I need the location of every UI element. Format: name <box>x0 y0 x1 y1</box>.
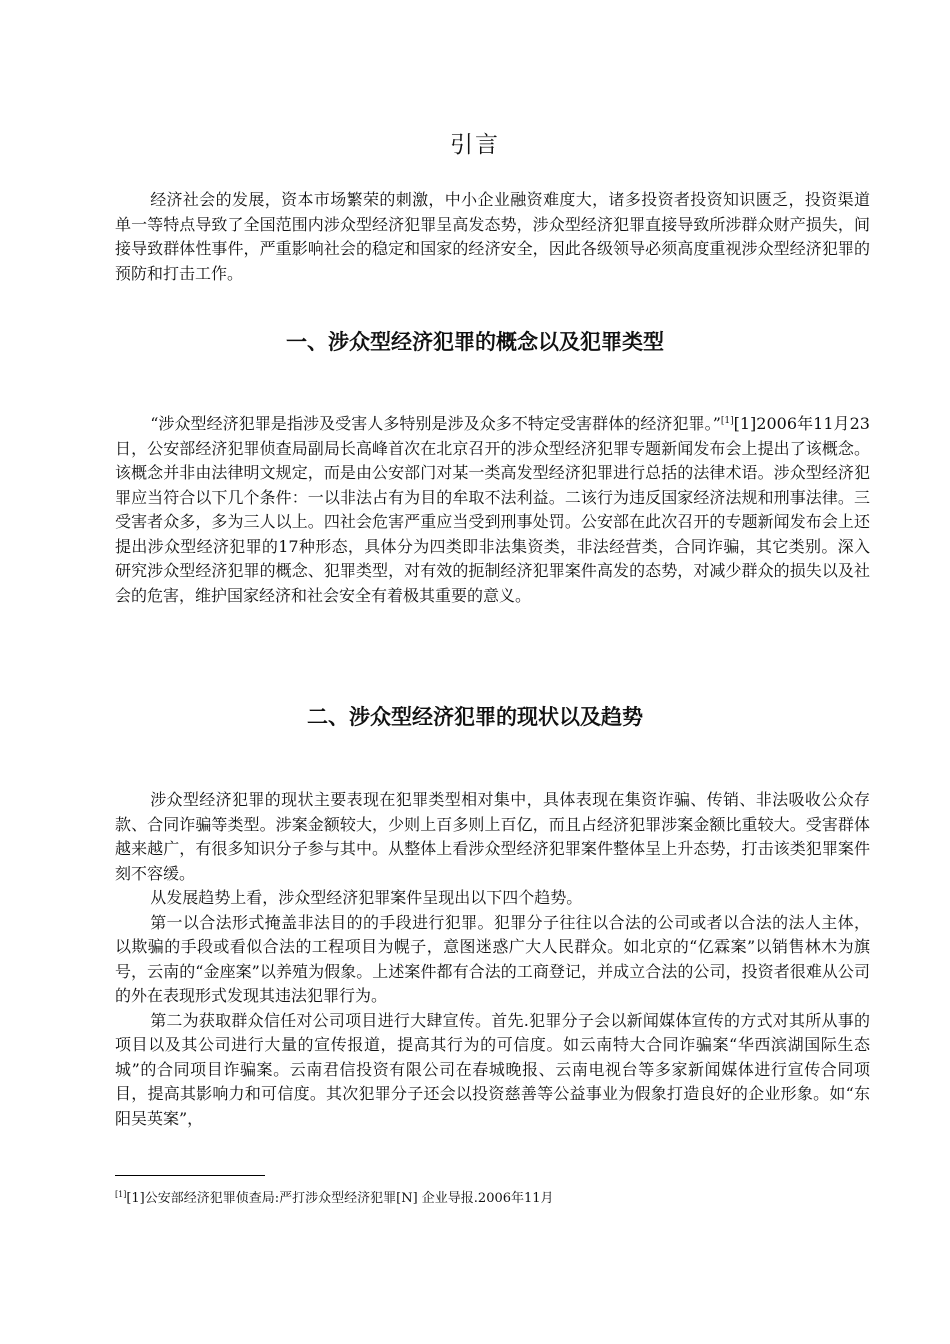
footnote-mark: [1] <box>115 1190 127 1199</box>
footnote-reference[interactable]: [1] <box>720 416 734 426</box>
section2-paragraph: 涉众型经济犯罪的现状主要表现在犯罪类型相对集中，具体表现在集资诈骗、传销、非法吸收公众存款、合同诈骗等类型。涉案金额较大，少则上百多则上百亿，而且占经济犯罪涉案金额比重较大。受害群体越来越广，有很多知识分子参与其中。从整体上看涉众型经济犯罪案件整体呈上升态势，打击该类犯罪案件刻不容缓。 <box>115 790 870 883</box>
section2-heading: 二、涉众型经济犯罪的现状以及趋势 <box>307 705 643 729</box>
intro-paragraph: 经济社会的发展，资本市场繁荣的刺激，中小企业融资难度大，诸多投资者投资知识匮乏，投资渠道单一等特点导致了全国范围内涉众型经济犯罪呈高发态势，涉众型经济犯罪直接导致所涉群众财产损失，间接导致群体性事件，严重影响社会的稳定和国家的经济安全，因此各级领导必须高度重视涉众型经济犯罪的预防和打击工作。 <box>115 190 870 283</box>
section1-heading: 一、涉众型经济犯罪的概念以及犯罪类型 <box>286 330 664 354</box>
footnote-separator <box>115 1175 265 1176</box>
section1-paragraph <box>115 412 870 608</box>
section2-paragraph: 从发展趋势上看，涉众型经济犯罪案件呈现出以下四个趋势。 <box>150 888 583 907</box>
section2-paragraph: 第一以合法形式掩盖非法目的的手段进行犯罪。犯罪分子往往以合法的公司或者以合法的法人主体，以欺骗的手段或看似合法的工程项目为幌子，意图迷惑广大人民群众。如北京的“亿霖案”以销售林木为旗号，云南的“金座案”以养殖为假象。上述案件都有合法的工商登记，并成立合法的公司，投资者很难从公司的外在表现形式发现其违法犯罪行为。 <box>115 912 870 1005</box>
footnote <box>115 1190 870 1208</box>
footnote-text: [1]公安部经济犯罪侦查局:严打涉众型经济犯罪[N] 企业导报.2006年11月 <box>126 1191 554 1206</box>
section2-body <box>115 788 870 1131</box>
section1-text-after-ref: [1]2006年11月23日，公安部经济犯罪侦查局副局长高峰首次在北京召开的涉众型经济犯罪专题新闻发布会上提出了该概念。该概念并非由法律明文规定，而是由公安部门对某一类高发型经济犯罪进行总括的法律术语。涉众型经济犯罪应当符合以下几个条件：一以非法占有为目的牟取不法利益。二该行为违反国家经济法规和刑事法律。三受害者众多，多为三人以上。四社会危害严重应当受到刑事处罚。公安部在此次召开的专题新闻发布会上还提出涉众型经济犯罪的17种形态，具体分为四类即非法集资类，非法经营类，合同诈骗，其它类别。深入研究涉众型经济犯罪的概念、犯罪类型，对有效的扼制经济犯罪案件高发的态势，对减少群众的损失以及社会的危害，维护国家经济和社会安全有着极其重要的意义。 <box>115 414 870 605</box>
section2-paragraph: 第二为获取群众信任对公司项目进行大肆宣传。首先.犯罪分子会以新闻媒体宣传的方式对其所从事的项目以及其公司进行大量的宣传报道，提高其行为的可信度。如云南特大合同诈骗案“华西滨湖国际生态城”的合同项目诈骗案。云南君信投资有限公司在春城晚报、云南电视台等多家新闻媒体进行宣传合同项目，提高其影响力和可信度。其次犯罪分子还会以投资慈善等公益事业为假象打造良好的企业形象。如“东阳吴英案”， <box>115 1010 870 1128</box>
section1-text-before-ref: “涉众型经济犯罪是指涉及受害人多特别是涉及众多不特定受害群体的经济犯罪。” <box>150 414 721 433</box>
intro-heading: 引言 <box>450 132 500 158</box>
